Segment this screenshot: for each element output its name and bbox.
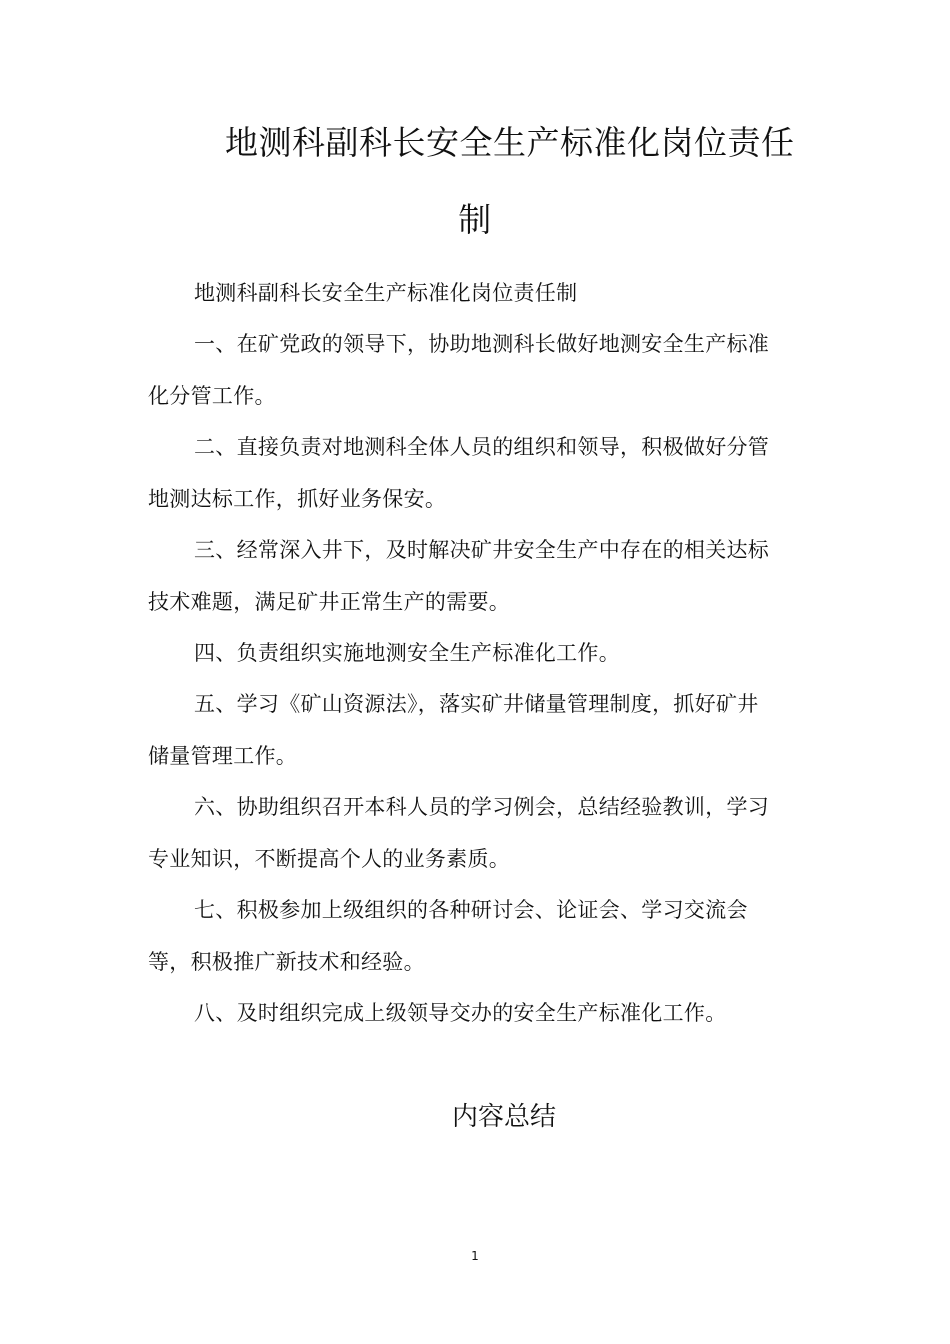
paragraph-line: 二、直接负责对地测科全体人员的组织和领导，积极做好分管	[194, 435, 770, 459]
paragraph-line: 技术难题，满足矿井正常生产的需要。	[148, 590, 511, 614]
paragraph-line: 三、经常深入井下，及时解决矿井安全生产中存在的相关达标	[194, 538, 770, 562]
document-title-line-1: 地测科副科长安全生产标准化岗位责任	[225, 123, 795, 162]
document-title-line-2: 制	[458, 200, 492, 239]
paragraph-line: 八、及时组织完成上级领导交办的安全生产标准化工作。	[194, 1001, 727, 1025]
document-subtitle: 地测科副科长安全生产标准化岗位责任制	[194, 281, 578, 305]
paragraph-line: 七、积极参加上级组织的各种研讨会、论证会、学习交流会	[194, 898, 748, 922]
paragraph-line: 储量管理工作。	[148, 744, 298, 768]
paragraph-line: 等，积极推广新技术和经验。	[148, 950, 425, 974]
paragraph-line: 六、协助组织召开本科人员的学习例会，总结经验教训，学习	[194, 795, 770, 819]
paragraph-line: 四、负责组织实施地测安全生产标准化工作。	[194, 641, 620, 665]
summary-heading: 内容总结	[451, 1102, 556, 1132]
paragraph-line: 一、在矿党政的领导下，协助地测科长做好地测安全生产标准	[194, 332, 770, 356]
paragraph-line: 化分管工作。	[148, 384, 276, 408]
paragraph-line: 地测达标工作，抓好业务保安。	[148, 487, 447, 511]
page-number: 1	[471, 1249, 479, 1263]
paragraph-line: 五、学习《矿山资源法》，落实矿井储量管理制度，抓好矿井	[194, 692, 759, 716]
paragraph-line: 专业知识，不断提高个人的业务素质。	[148, 847, 511, 871]
